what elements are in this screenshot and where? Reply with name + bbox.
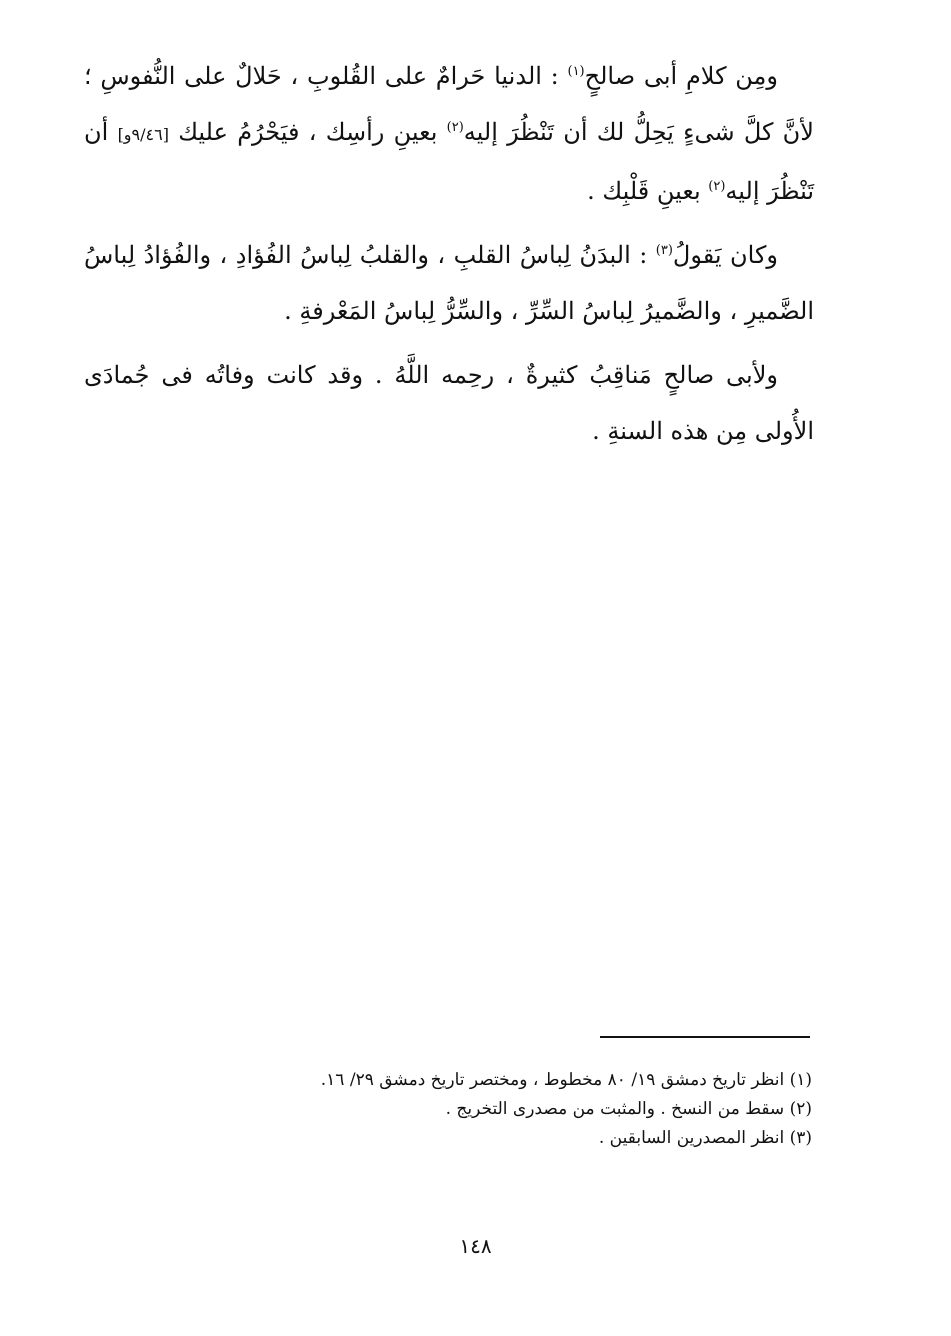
- footnote-1: (١) انظر تاريخ دمشق ١٩/ ٨٠ مخطوط ، ومختصر تاريخ دمشق ٢٩/ ١٦.: [320, 1070, 812, 1090]
- main-text: [84, 48, 814, 467]
- footnote-2: (٢) سقط من النسخ . والمثبت من مصدرى التخريج .: [445, 1099, 812, 1119]
- footnote-ref: (٣): [655, 243, 673, 258]
- paragraph-text: ولأبى صالحٍ مَناقِبُ كثيرةٌ ، رحِمه اللَّهُ . وقد كانت وفاتُه فى جُمادَى الأُولى مِن هذه السنةِ .: [84, 361, 814, 445]
- footnote-separator: [600, 1036, 810, 1038]
- paragraph-text: ومِن كلامِ أبى صالحٍ: [584, 62, 778, 90]
- paragraph-text: بعينِ رأسِك ، فيَحْرُمُ عليك: [168, 118, 447, 146]
- footnote-3: (٣) انظر المصدرين السابقين .: [598, 1128, 812, 1148]
- paragraph-text: : البدَنُ لِباسُ القلبِ ، والقلبُ لِباسُ الفُؤادِ ، والفُؤادُ لِباسُ الضَّميرِ ، والضَّميرُ لِباسُ السِّرِّ ، والسِّرُّ لِباسُ المَعْرفةِ .: [84, 241, 814, 325]
- page-number: ١٤٨: [459, 1234, 492, 1258]
- footnotes: [200, 1066, 812, 1153]
- paragraph-text: بعينِ قَلْبِك .: [587, 177, 709, 205]
- manuscript-folio-marker: [٩/٤٦و]: [117, 125, 169, 144]
- paragraph-text: وكان يَقولُ: [672, 241, 778, 269]
- paragraph-text: أن تَنْظُرَ إليه: [84, 118, 814, 205]
- paragraph-1: [84, 48, 814, 219]
- footnote-ref: (٢): [708, 179, 726, 194]
- footnote-ref: (٢): [446, 120, 464, 135]
- paragraph-text: : الدنيا حَرامٌ على القُلوبِ ، حَلالٌ على النُّفوسِ ؛ لأنَّ كلَّ شىءٍ يَحِلُّ لك أن تَنْظُرَ إليه: [84, 62, 814, 146]
- paragraph-3: [84, 347, 814, 459]
- paragraph-2: [84, 227, 814, 339]
- footnote-ref: (١): [567, 64, 585, 79]
